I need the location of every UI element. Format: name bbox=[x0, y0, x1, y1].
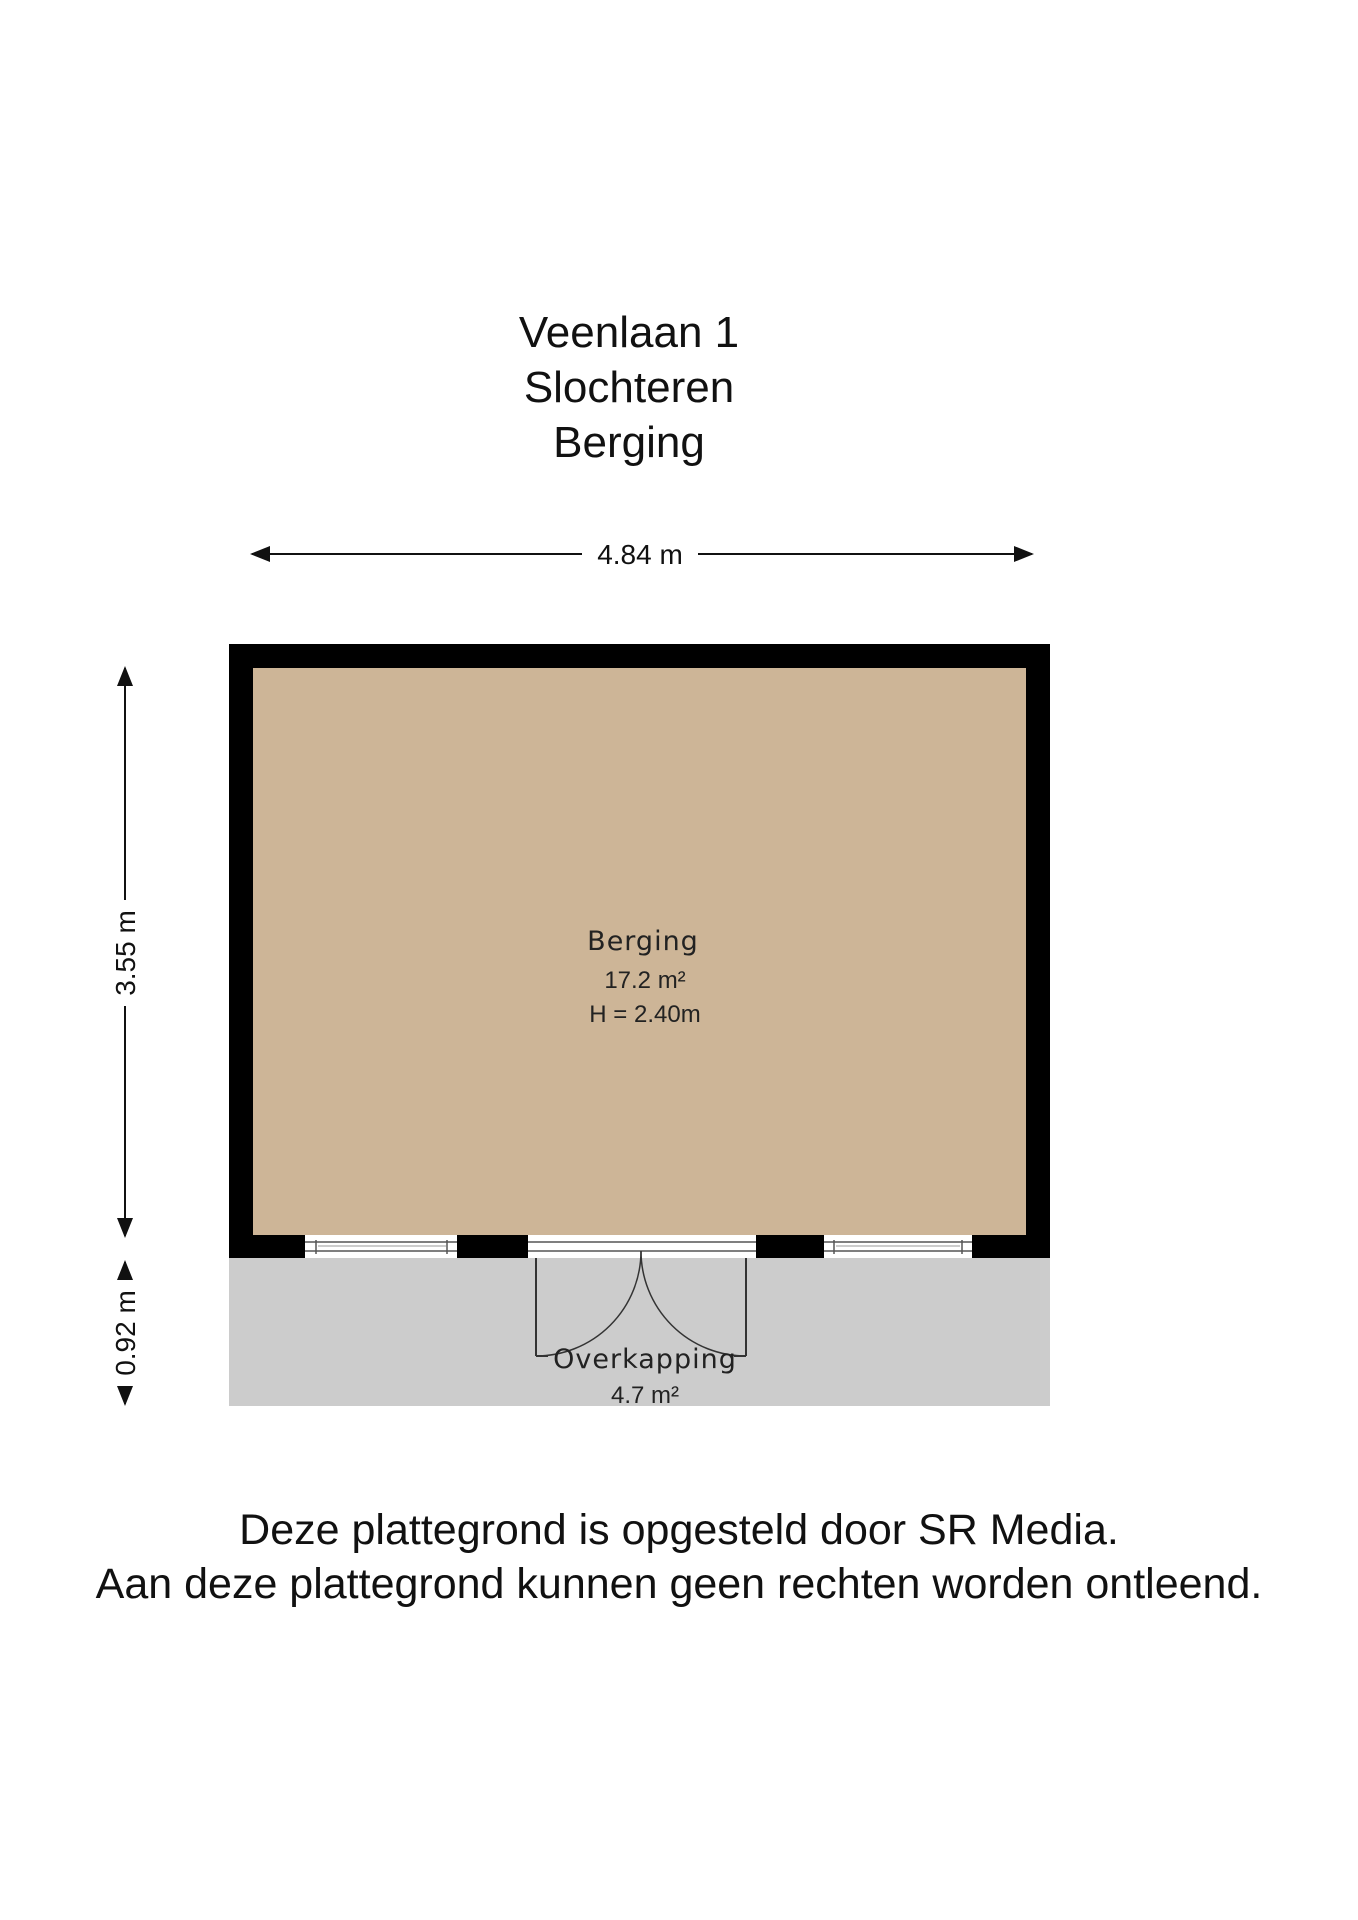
room-berging-area: 17.2 m² bbox=[604, 967, 686, 994]
address-title: Veenlaan 1 bbox=[518, 308, 740, 357]
room-overkapping-name: Overkapping bbox=[553, 1344, 737, 1375]
depth-dimension-main bbox=[110, 668, 141, 1236]
room-overkapping-area: 4.7 m² bbox=[610, 1382, 680, 1409]
depth-dimension-canopy bbox=[110, 1262, 141, 1404]
width-dimension-label: 4.84 m bbox=[597, 539, 683, 570]
disclaimer-line-1: Deze plattegrond is opgesteld door SR Media. bbox=[239, 1506, 1119, 1554]
depth-canopy-label: 0.92 m bbox=[110, 1290, 141, 1376]
depth-main-label: 3.55 m bbox=[110, 910, 141, 996]
room-berging-name: Berging bbox=[587, 926, 699, 957]
disclaimer bbox=[0, 1503, 1358, 1611]
bottom-wall-openings bbox=[305, 1235, 972, 1258]
door-opening bbox=[528, 1235, 756, 1258]
disclaimer-line-2: Aan deze plattegrond kunnen geen rechten worden ontleend. bbox=[95, 1560, 1263, 1608]
floor-title: Berging bbox=[553, 418, 705, 467]
width-dimension bbox=[252, 539, 1032, 570]
room-berging-height: H = 2.40m bbox=[589, 1001, 701, 1028]
city-title: Slochteren bbox=[523, 363, 735, 412]
